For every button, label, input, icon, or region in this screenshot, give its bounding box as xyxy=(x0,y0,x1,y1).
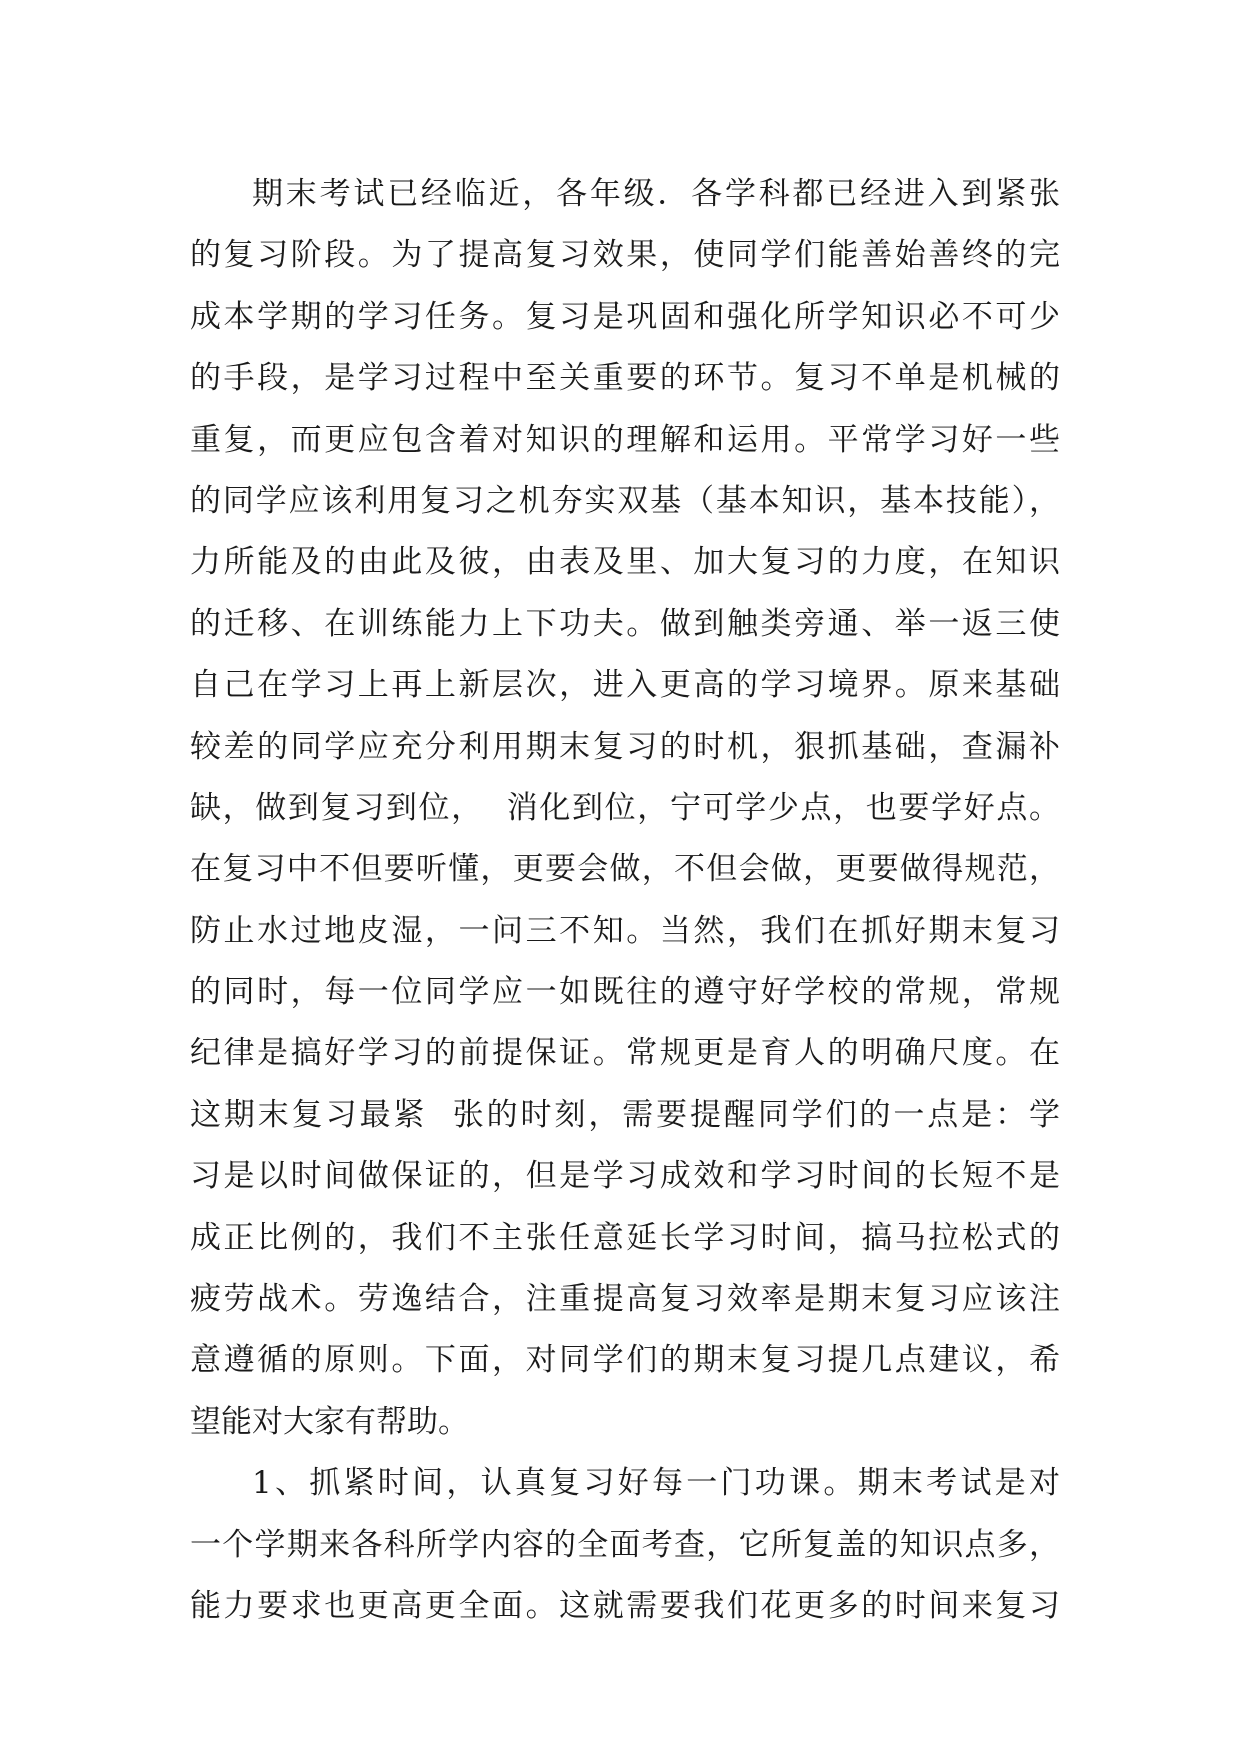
text-line: 疲劳战术。劳逸结合，注重提高复习效率是期末复习应该注 xyxy=(190,1281,1060,1318)
text-line: 力所能及的由此及彼，由表及里、加大复习的力度，在知识 xyxy=(190,544,1060,581)
text-line: 的迁移、在训练能力上下功夫。做到触类旁通、举一返三使 xyxy=(190,605,1060,642)
text-line: 的手段，是学习过程中至关重要的环节。复习不单是机械的 xyxy=(190,360,1060,397)
text-line: 期末考试已经临近，各年级．各学科都已经进入到紧张 xyxy=(252,176,1060,212)
text-line: 成正比例的，我们不主张任意延长学习时间，搞马拉松式的 xyxy=(190,1219,1060,1256)
text-line: 一个学期来各科所学内容的全面考查，它所复盖的知识点多， xyxy=(190,1526,1060,1563)
text-line: 意遵循的原则。下面，对同学们的期末复习提几点建议，希 xyxy=(190,1342,1060,1379)
text-line: 防止水过地皮湿，一问三不知。当然，我们在抓好期末复习 xyxy=(190,912,1060,949)
text-line: 的同时，每一位同学应一如既往的遵守好学校的常规，常规 xyxy=(190,974,1060,1011)
text-line: 较差的同学应充分利用期末复习的时机，狠抓基础，查漏补 xyxy=(190,728,1060,765)
text-line: 自己在学习上再上新层次，进入更高的学习境界。原来基础 xyxy=(190,667,1060,704)
text-line: 重复，而更应包含着对知识的理解和运用。平常学习好一些 xyxy=(190,421,1060,458)
text-line: 在复习中不但要听懂，更要会做，不但会做，更要做得规范， xyxy=(190,851,1060,888)
text-line: 1、抓紧时间，认真复习好每一门功课。期末考试是对 xyxy=(252,1465,1060,1502)
text-line: 的同学应该利用复习之机夯实双基（基本知识，基本技能）， xyxy=(190,482,1060,519)
text-line: 习是以时间做保证的，但是学习成效和学习时间的长短不是 xyxy=(190,1158,1060,1195)
text-line: 缺，做到复习到位， 消化到位，宁可学少点，也要学好点。 xyxy=(190,789,1060,826)
text-line: 纪律是搞好学习的前提保证。常规更是育人的明确尺度。在 xyxy=(190,1035,1060,1072)
text-line: 成本学期的学习任务。复习是巩固和强化所学知识必不可少 xyxy=(190,298,1060,335)
text-line: 望能对大家有帮助。 xyxy=(190,1403,469,1440)
document-body xyxy=(190,164,1060,1637)
text-line: 的复习阶段。为了提高复习效果，使同学们能善始善终的完 xyxy=(190,237,1060,274)
paragraph xyxy=(190,1453,1060,1637)
text-line: 能力要求也更高更全面。这就需要我们花更多的时间来复习 xyxy=(190,1587,1060,1624)
text-line: 这期末复习最紧 张的时刻，需要提醒同学们的一点是：学 xyxy=(190,1096,1060,1133)
paragraph xyxy=(190,164,1060,1453)
